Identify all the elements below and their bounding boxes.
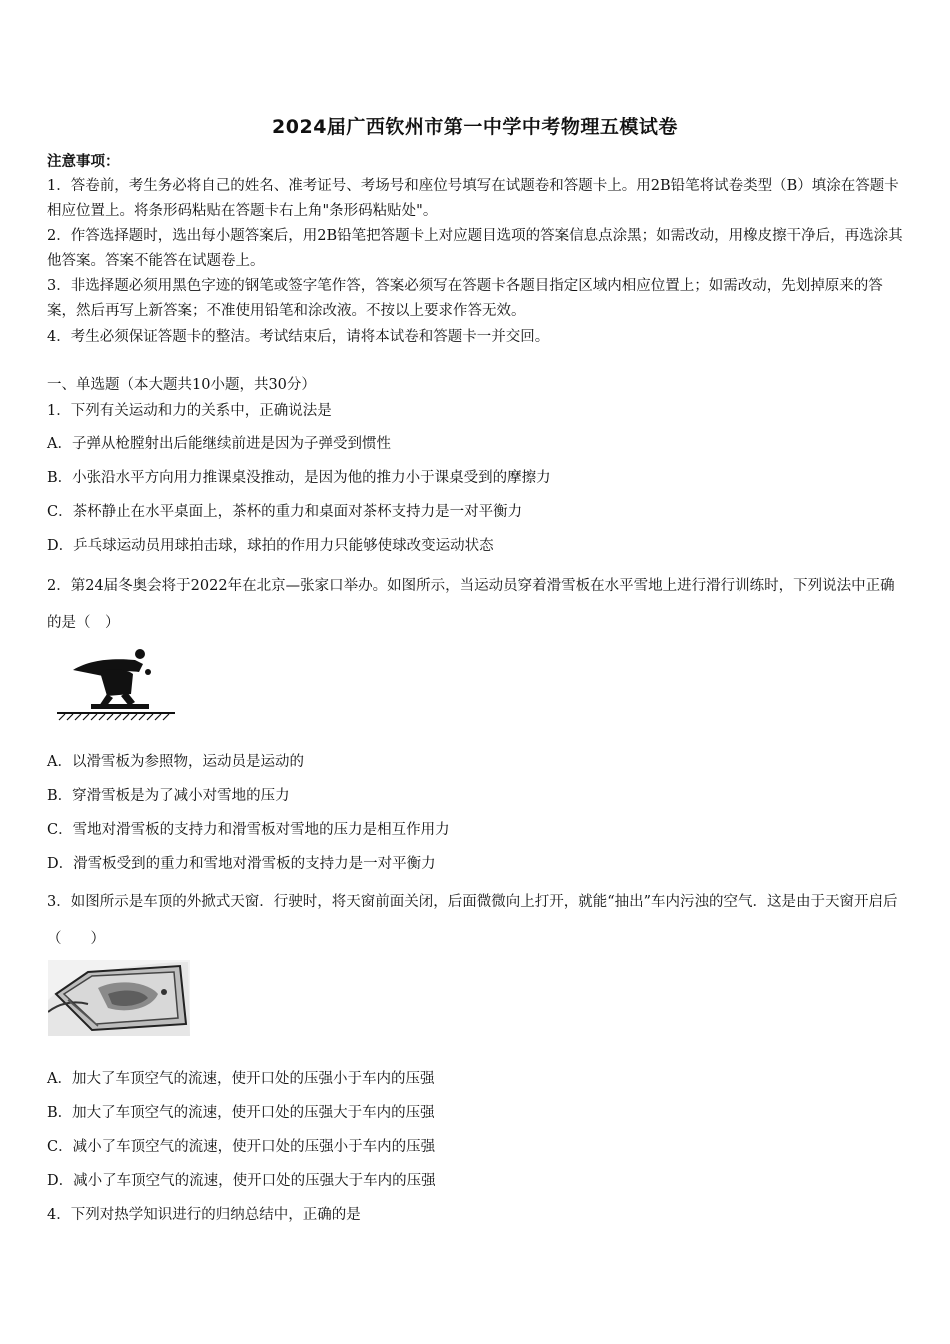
snowboarder-figure	[55, 642, 180, 724]
q1-option-d: D．乒乓球运动员用球拍击球，球拍的作用力只能够使球改变运动状态	[47, 538, 494, 554]
q3-option-d: D．减小了车顶空气的流速，使开口处的压强大于车内的压强	[47, 1173, 436, 1189]
q1-option-a: A．子弹从枪膛射出后能继续前进是因为子弹受到惯性	[47, 436, 391, 452]
q1-option-b: B．小张沿水平方向用力推课桌没推动，是因为他的推力小于课桌受到的摩擦力	[47, 470, 551, 486]
q3-option-b: B．加大了车顶空气的流速，使开口处的压强大于车内的压强	[47, 1105, 435, 1121]
q2-option-d: D．滑雪板受到的重力和雪地对滑雪板的支持力是一对平衡力	[47, 856, 436, 872]
section-heading: 一、单选题（本大题共10小题，共30分）	[47, 377, 316, 393]
q1-stem: 1．下列有关运动和力的关系中，正确说法是	[47, 403, 332, 419]
notice-item-4: 4．考生必须保证答题卡的整洁。考试结束后，请将本试卷和答题卡一并交回。	[47, 329, 550, 345]
notice-item-3: 3．非选择题必须用黑色字迹的钢笔或签字笔作答，答案必须写在答题卡各题目指定区域内相应位置上；如需改动，先划掉原来的答案，然后再写上新答案；不准使用铅笔和涂改液。不按以上要求作答无效。	[47, 278, 883, 319]
car-sunroof-figure	[48, 960, 190, 1036]
page-title: 2024届广西钦州市第一中学中考物理五模试卷	[272, 116, 678, 138]
notice-item-1: 1．答卷前，考生务必将自己的姓名、准考证号、考场号和座位号填写在试题卷和答题卡上。用2B铅笔将试卷类型（B）填涂在答题卡相应位置上。将条形码粘贴在答题卡右上角"条形码粘贴处"。	[47, 178, 899, 219]
notice-item-2: 2．作答选择题时，选出每小题答案后，用2B铅笔把答题卡上对应题目选项的答案信息点涂黑；如需改动，用橡皮擦干净后，再选涂其他答案。答案不能答在试题卷上。	[47, 228, 903, 269]
q2-stem: 2．第24届冬奥会将于2022年在北京—张家口举办。如图所示，当运动员穿着滑雪板在水平雪地上进行滑行训练时，下列说法中正确的是（ ）	[47, 578, 895, 631]
q1-option-c: C．茶杯静止在水平桌面上，茶杯的重力和桌面对茶杯支持力是一对平衡力	[47, 504, 523, 520]
q2-option-b: B．穿滑雪板是为了减小对雪地的压力	[47, 788, 290, 804]
q3-stem: 3．如图所示是车顶的外掀式天窗．行驶时，将天窗前面关闭，后面微微向上打开，就能“抽出”车内污浊的空气．这是由于天窗开启后（ ）	[47, 894, 898, 947]
q4-stem: 4．下列对热学知识进行的归纳总结中，正确的是	[47, 1207, 361, 1223]
q3-option-c: C．减小了车顶空气的流速，使开口处的压强小于车内的压强	[47, 1139, 436, 1155]
q2-option-c: C．雪地对滑雪板的支持力和滑雪板对雪地的压力是相互作用力	[47, 822, 450, 838]
q2-option-a: A．以滑雪板为参照物，运动员是运动的	[47, 754, 304, 770]
q3-option-a: A．加大了车顶空气的流速，使开口处的压强小于车内的压强	[47, 1071, 435, 1087]
notice-heading: 注意事项：	[47, 153, 120, 170]
